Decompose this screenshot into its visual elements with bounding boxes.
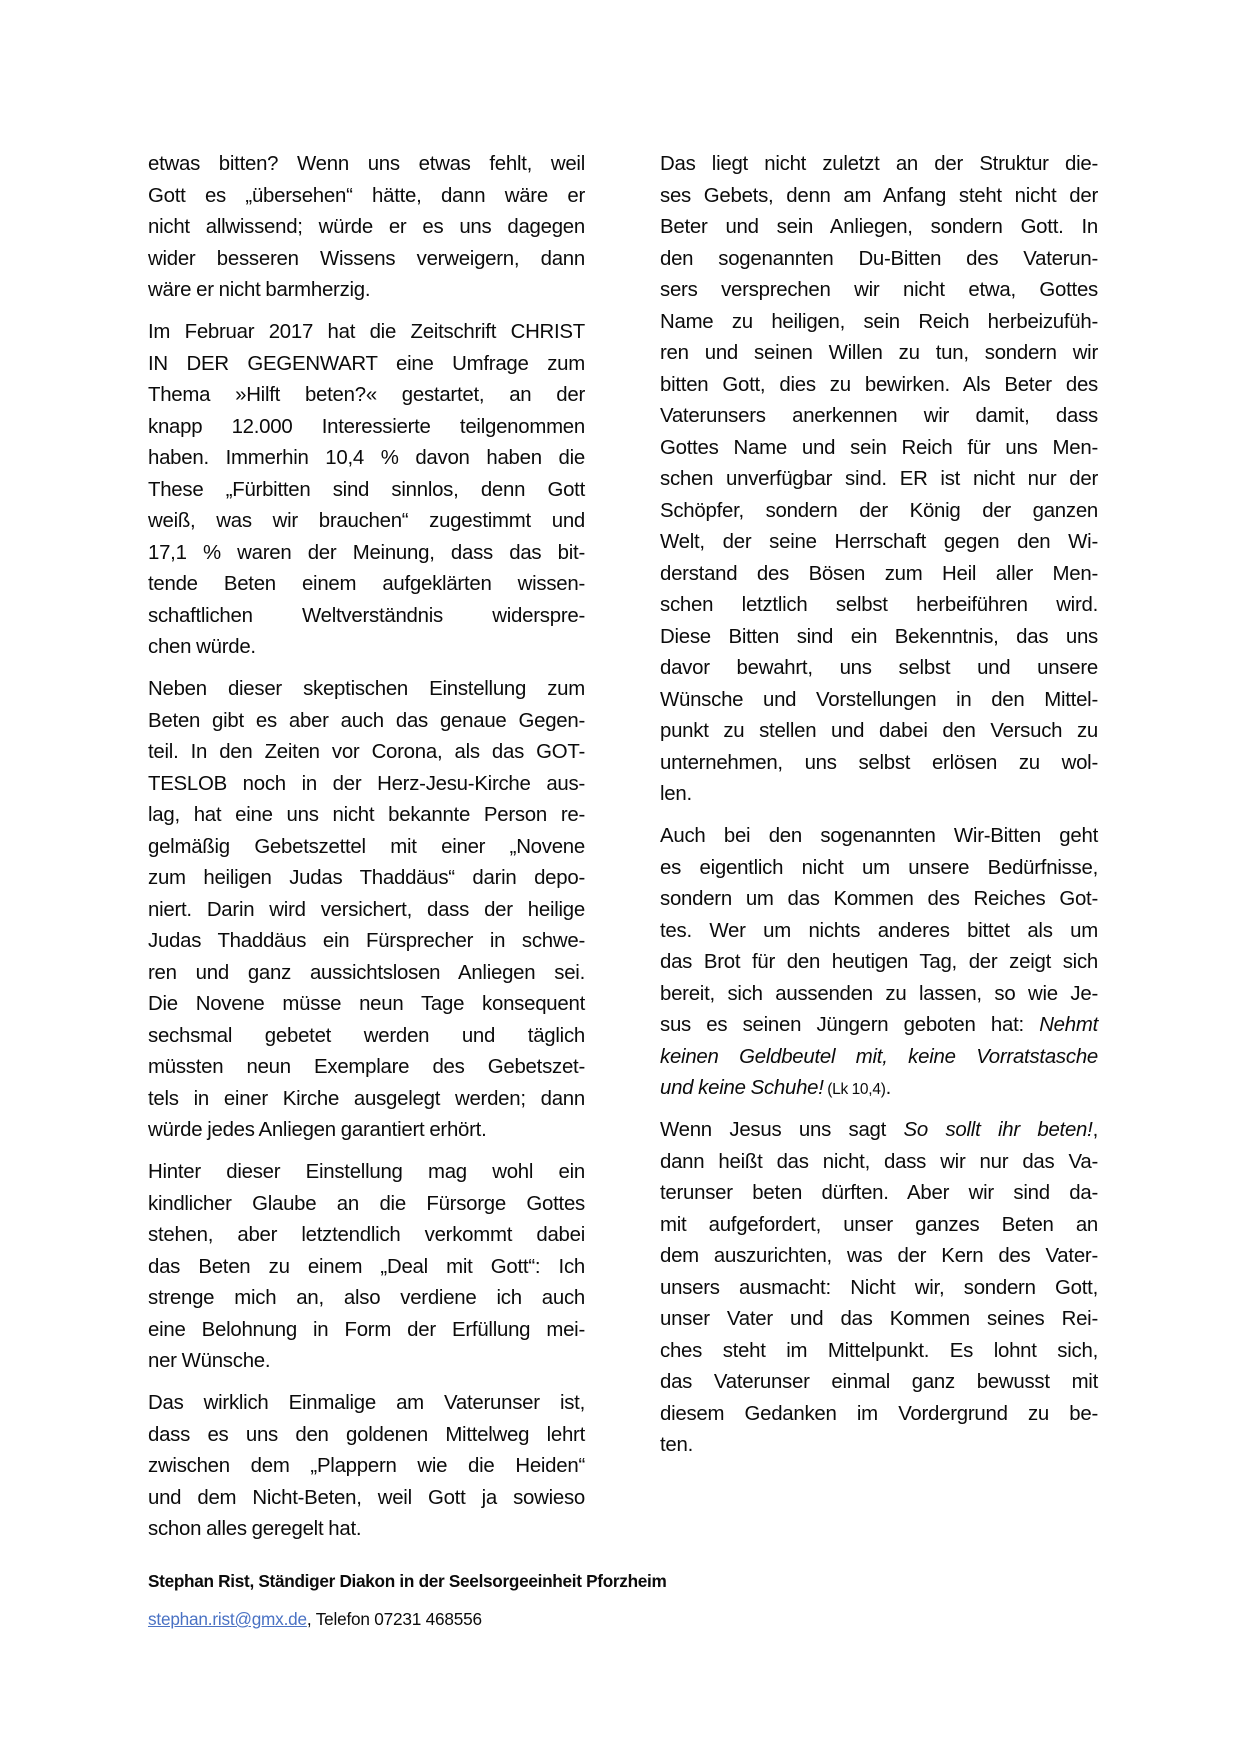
text-line: schen unverfügbar sind. ER ist nicht nur der (660, 468, 1098, 490)
left-column (148, 149, 585, 1556)
paragraph-omniscience (148, 149, 585, 307)
text-line: Gottes Name und sein Reich für uns Men- (660, 436, 1098, 459)
phone-text: , Telefon 07231 468556 (306, 1609, 482, 1629)
text-line (660, 1073, 1098, 1105)
text-line (660, 1115, 1098, 1147)
bible-reference: (Lk 10,4) (823, 1081, 886, 1098)
text-line: ses Gebets, denn am Anfang steht nicht der (660, 184, 1098, 207)
text-line: Diese Bitten sind ein Bekenntnis, das uns (660, 625, 1098, 648)
text-line: len. (660, 783, 692, 805)
paragraph-novene (148, 674, 585, 1147)
text-line: Die Novene müsse neun Tage konsequent (148, 993, 585, 1015)
text-line: IN DER GEGENWART eine Umfrage zum (148, 352, 585, 375)
bible-quote-line: keinen Geldbeutel mit, keine Vorratstasche (660, 1045, 1098, 1068)
text-line: derstand des Bösen zum Heil aller Men- (660, 562, 1098, 585)
text-line: das Beten zu einem „Deal mit Gott“: Ich (148, 1255, 585, 1278)
text-line: gelmäßig Gebetszettel mit einer „Novene (148, 835, 585, 858)
text-line (660, 1010, 1098, 1042)
text-line: nicht allwissend; würde er es uns dagegen (148, 216, 585, 238)
text-line: tende Beten einem aufgeklärten wissen- (148, 573, 585, 595)
text-line: wider besseren Wissens verweigern, dann (148, 247, 585, 270)
text-line: chen würde. (148, 636, 256, 658)
text-line: Hinter dieser Einstellung mag wohl ein (148, 1161, 585, 1183)
text-line: schaftlichen Weltverständnis widerspre- (148, 604, 585, 627)
text-line: müssten neun Exemplare des Gebetszet- (148, 1056, 585, 1078)
text-line: schen letztlich selbst herbeiführen wird. (660, 594, 1098, 616)
text-line: dann heißt das nicht, dass wir nur das Va- (660, 1150, 1098, 1173)
text-line: bitten Gott, dies zu bewirken. Als Beter des (660, 373, 1098, 396)
right-column (660, 149, 1098, 1472)
text-line: Neben dieser skeptischen Einstellung zum (148, 678, 585, 700)
text-line: 17,1 % waren der Meinung, dass das bit- (148, 541, 585, 564)
author-contact (148, 1608, 667, 1630)
text-run: Wenn Jesus uns sagt (660, 1119, 904, 1141)
text-line: Gott es „übersehen“ hätte, dann wäre er (148, 184, 585, 207)
paragraph-deal-with-god (148, 1157, 585, 1378)
text-line: tels in einer Kirche ausgelegt werden; dann (148, 1087, 585, 1110)
text-line: niert. Darin wird versichert, dass der heilige (148, 898, 585, 921)
text-line: ren und ganz aussichtslosen Anliegen sei. (148, 961, 585, 984)
text-line: etwas bitten? Wenn uns etwas fehlt, weil (148, 153, 585, 175)
text-line: unser Vater und das Kommen seines Rei- (660, 1308, 1098, 1330)
text-line: ren und seinen Willen zu tun, sondern wir (660, 342, 1098, 364)
text-line: ches steht im Mittelpunkt. Es lohnt sich, (660, 1339, 1098, 1362)
text-line: sers versprechen wir nicht etwa, Gottes (660, 279, 1098, 301)
text-line: TESLOB noch in der Herz-Jesu-Kirche aus- (148, 772, 585, 795)
text-line: ten. (660, 1434, 694, 1456)
text-line: das Brot für den heutigen Tag, der zeigt sich (660, 951, 1098, 973)
text-line: das Vaterunser einmal ganz bewusst mit (660, 1371, 1098, 1393)
text-line: strenge mich an, also verdiene ich auch (148, 1287, 585, 1309)
author-name: Stephan Rist, Ständiger Diakon in der Seelsorgeeinheit Pforzheim (148, 1571, 667, 1591)
text-line: Beten gibt es aber auch das genaue Gegen- (148, 709, 585, 732)
paragraph-wir-bitten (660, 821, 1098, 1105)
text-line: diesem Gedanken im Vordergrund zu be- (660, 1402, 1098, 1425)
text-line: Welt, der seine Herrschaft gegen den Wi- (660, 531, 1098, 553)
text-line: und dem Nicht-Beten, weil Gott ja sowieso (148, 1486, 585, 1509)
text-line: es eigentlich nicht um unsere Bedürfnisse, (660, 856, 1098, 879)
text-line: den sogenannten Du-Bitten des Vaterun- (660, 247, 1098, 270)
text-line: Schöpfer, sondern der König der ganzen (660, 499, 1098, 522)
paragraph-middle-way (148, 1388, 585, 1546)
text-line: Thema »Hilft beten?« gestartet, an der (148, 384, 585, 406)
email-link[interactable]: stephan.rist@gmx.de (148, 1609, 307, 1629)
text-line: schon alles geregelt hat. (148, 1518, 362, 1540)
text-line: punkt zu stellen und dabei den Versuch zu (660, 720, 1098, 742)
text-line: davor bewahrt, uns selbst und unsere (660, 657, 1098, 679)
text-line: Das wirklich Einmalige am Vaterunser ist, (148, 1392, 585, 1414)
text-line: Im Februar 2017 hat die Zeitschrift CHRIST (148, 321, 585, 343)
text-run: sus es seinen Jüngern geboten hat: (660, 1014, 1040, 1036)
text-line: sechsmal gebetet werden und täglich (148, 1024, 585, 1047)
text-line: lag, hat eine uns nicht bekannte Person re- (148, 804, 585, 826)
paragraph-structure (660, 149, 1098, 811)
text-line: terunser beten dürften. Aber wir sind da- (660, 1182, 1098, 1204)
text-line: Judas Thaddäus ein Fürsprecher in schwe- (148, 930, 585, 952)
text-line: Das liegt nicht zuletzt an der Struktur die- (660, 153, 1098, 175)
paragraph-survey (148, 317, 585, 664)
text-line: dem auszurichten, was der Kern des Vater- (660, 1245, 1098, 1267)
jesus-quote: So sollt ihr beten! (903, 1119, 1093, 1141)
text-line: sondern um das Kommen des Reiches Got- (660, 888, 1098, 910)
text-line: These „Fürbitten sind sinnlos, denn Gott (148, 478, 585, 501)
text-line: bereit, sich aussenden zu lassen, so wie Je- (660, 982, 1098, 1005)
text-line: unternehmen, uns selbst erlösen zu wol- (660, 751, 1098, 774)
text-line: weiß, was wir brauchen“ zugestimmt und (148, 510, 585, 532)
text-line: tes. Wer um nichts anderes bittet als um (660, 919, 1098, 942)
text-line: Beter und sein Anliegen, sondern Gott. In (660, 216, 1098, 238)
text-line: Vaterunsers anerkennen wir damit, dass (660, 405, 1098, 427)
text-line: zum heiligen Judas Thaddäus“ darin depo- (148, 867, 585, 889)
text-line: ner Wünsche. (148, 1350, 271, 1372)
text-line: mit aufgefordert, unser ganzes Beten an (660, 1213, 1098, 1236)
text-line: Wünsche und Vorstellungen in den Mittel- (660, 688, 1098, 711)
text-line: unsers ausmacht: Nicht wir, sondern Gott, (660, 1276, 1098, 1299)
text-line: Auch bei den sogenannten Wir-Bitten geht (660, 825, 1098, 847)
text-run: , (1092, 1119, 1098, 1141)
text-line: haben. Immerhin 10,4 % davon haben die (148, 447, 585, 469)
text-line: wäre er nicht barmherzig. (148, 279, 371, 301)
text-line: dass es uns den goldenen Mittelweg lehrt (148, 1423, 585, 1446)
text-line: eine Belohnung in Form der Erfüllung mei- (148, 1318, 585, 1341)
bible-quote: Nehmt (1039, 1014, 1098, 1036)
text-run: . (885, 1077, 892, 1099)
bible-quote: und keine Schuhe! (660, 1077, 824, 1099)
text-line: würde jedes Anliegen garantiert erhört. (148, 1119, 487, 1141)
paragraph-conclusion (660, 1115, 1098, 1462)
text-line: Name zu heiligen, sein Reich herbeizufüh- (660, 310, 1098, 333)
text-line: kindlicher Glaube an die Fürsorge Gottes (148, 1192, 585, 1215)
text-line: knapp 12.000 Interessierte teilgenommen (148, 415, 585, 438)
text-line: zwischen dem „Plappern wie die Heiden“ (148, 1455, 585, 1477)
text-line: teil. In den Zeiten vor Corona, als das GOT- (148, 741, 585, 763)
text-line: stehen, aber letztendlich verkommt dabei (148, 1224, 585, 1246)
author-footer (148, 1570, 667, 1630)
